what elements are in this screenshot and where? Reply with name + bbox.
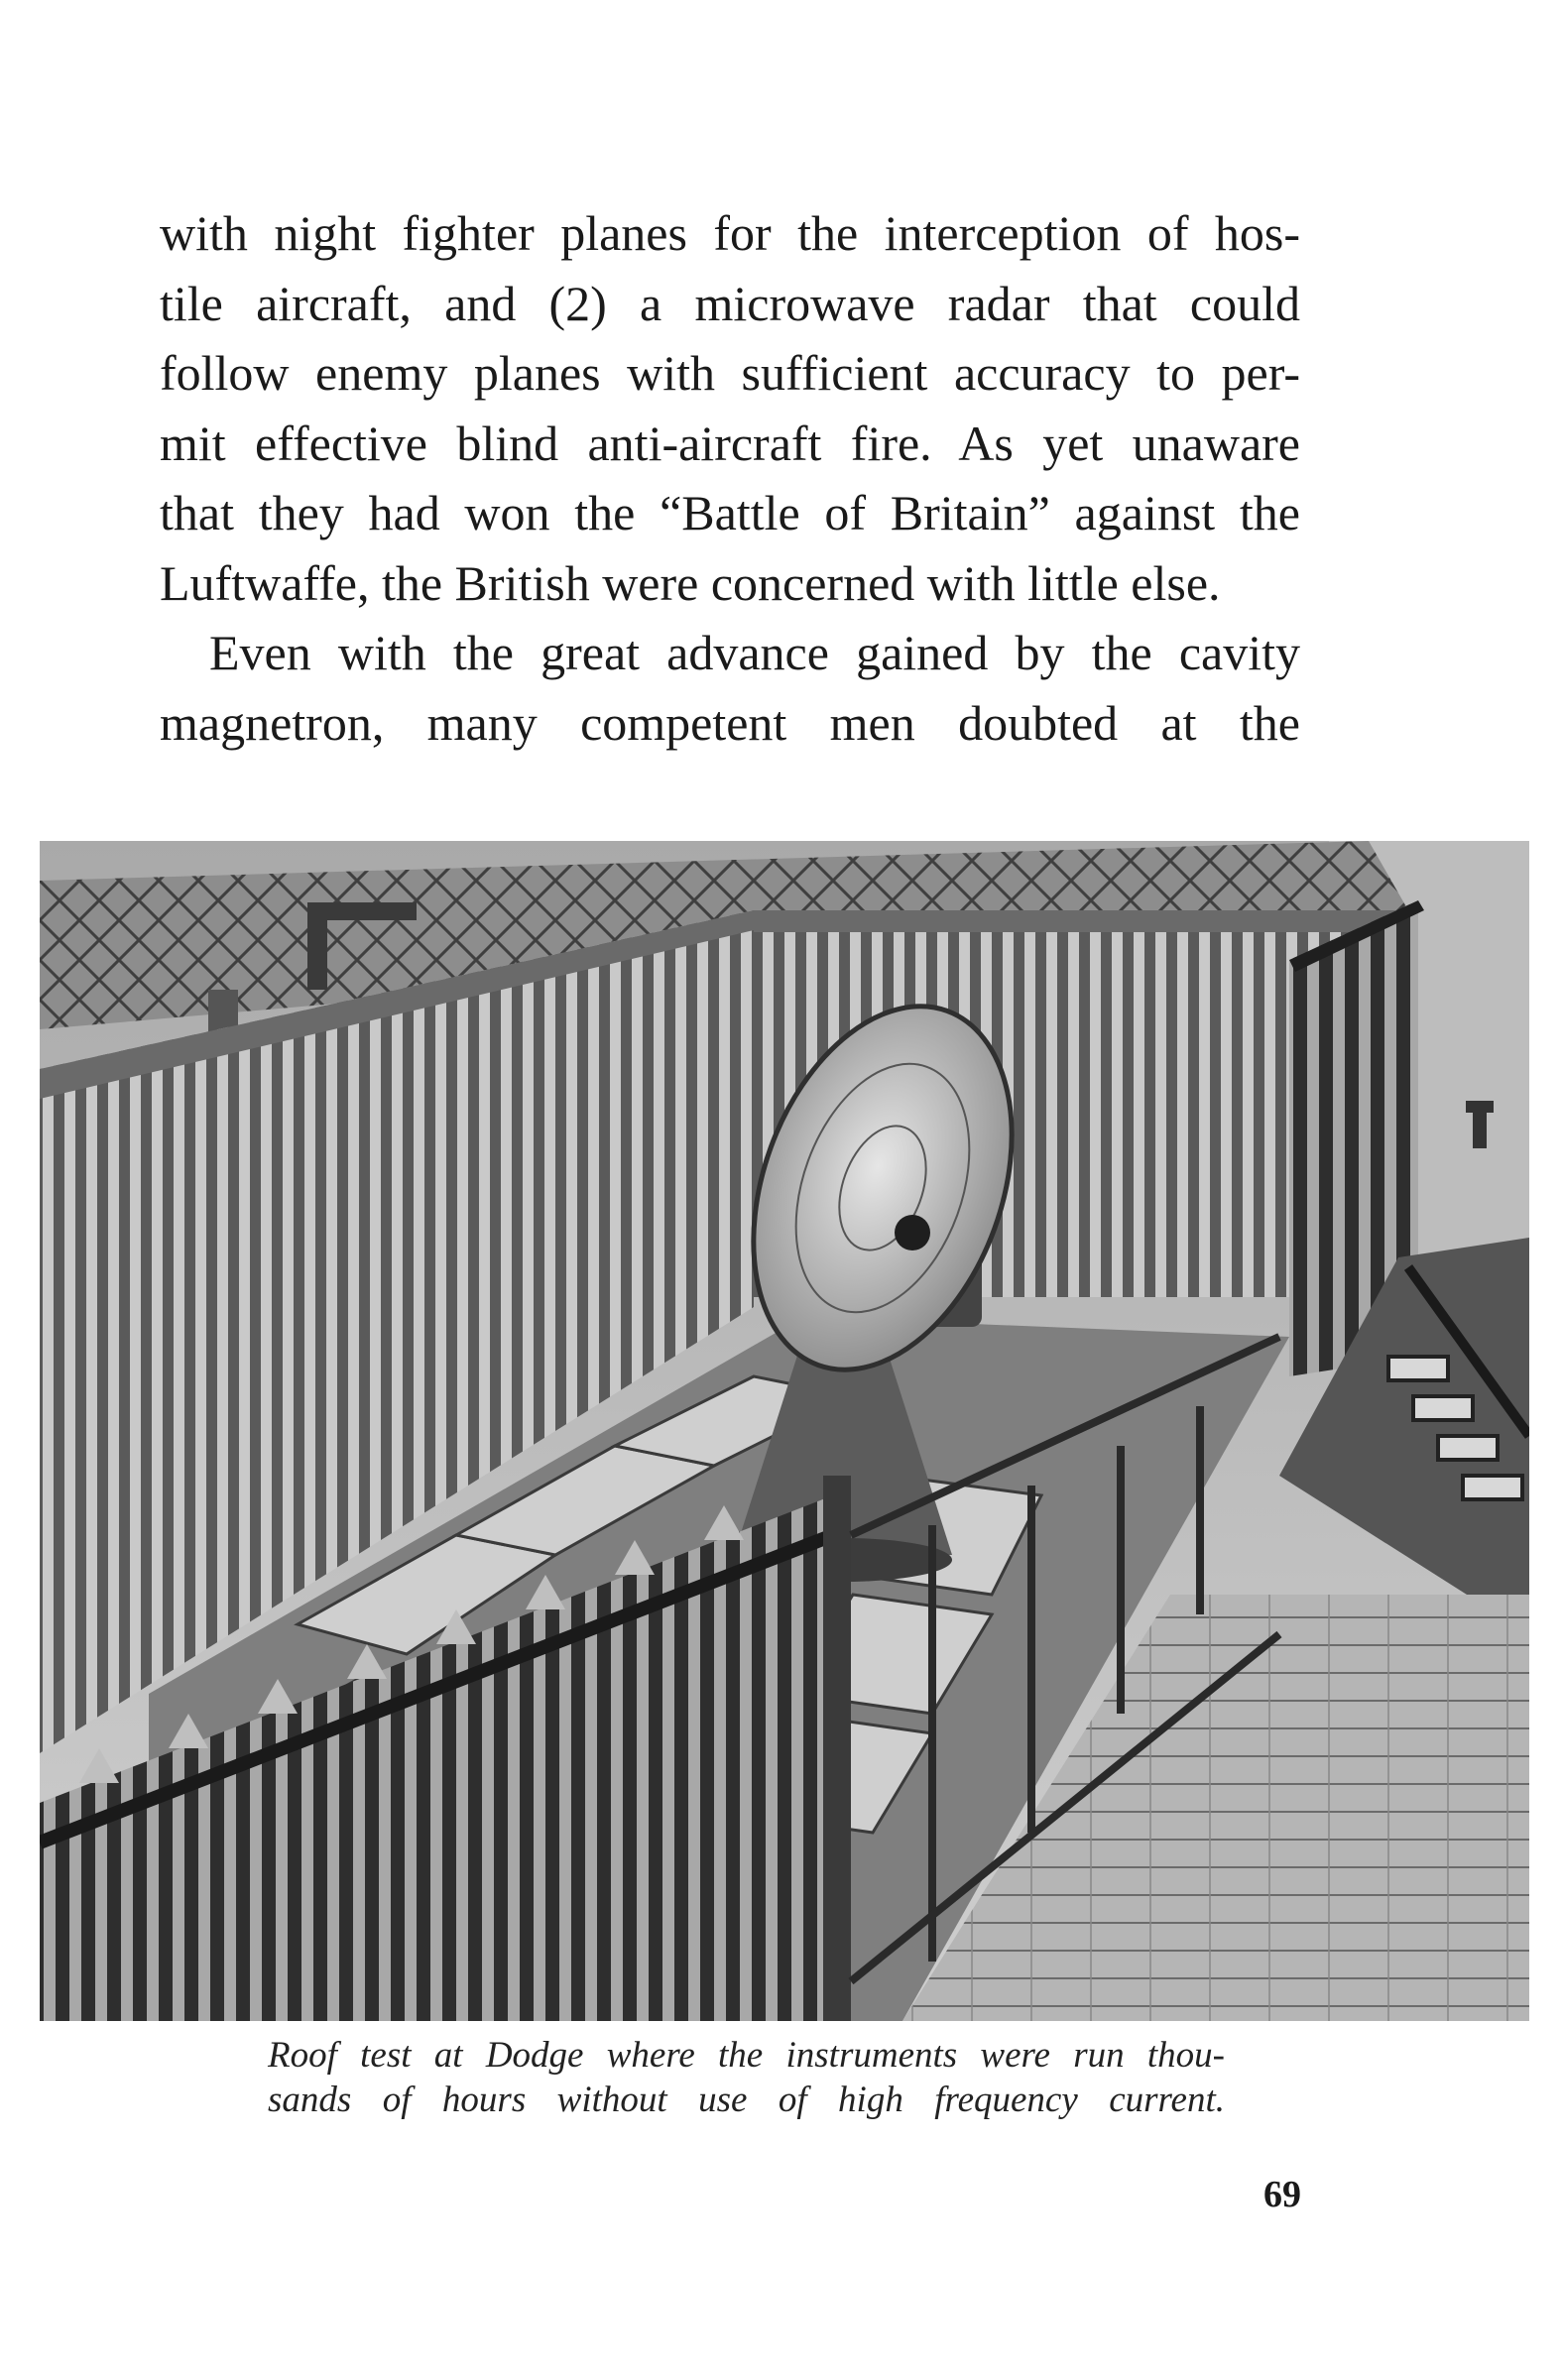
body-line: mit effective blind anti-aircraft fire. As yet unaware <box>160 415 1300 471</box>
body-line: follow enemy planes with sufficient accuracy to per- <box>160 345 1300 401</box>
body-line: with night fighter planes for the interception of hos- <box>160 205 1300 261</box>
body-line: Luftwaffe, the British were concerned with little else. <box>160 554 1221 611</box>
body-line: Even with the great advance gained by the cavity <box>209 625 1300 680</box>
body-text <box>160 198 1300 758</box>
photo-illustration <box>40 841 1529 2021</box>
roof-test-photo <box>40 841 1529 2021</box>
caption-line: sands of hours without use of high frequency current. <box>268 2080 1225 2120</box>
body-line: that they had won the “Battle of Britain” against the <box>160 485 1300 540</box>
photo-caption <box>268 2033 1225 2122</box>
body-line: tile aircraft, and (2) a microwave radar that could <box>160 275 1300 331</box>
caption-line: Roof test at Dodge where the instruments were run thou- <box>268 2035 1225 2076</box>
body-line: magnetron, many competent men doubted at the <box>160 694 1300 751</box>
page-number: 69 <box>1263 2174 1301 2215</box>
